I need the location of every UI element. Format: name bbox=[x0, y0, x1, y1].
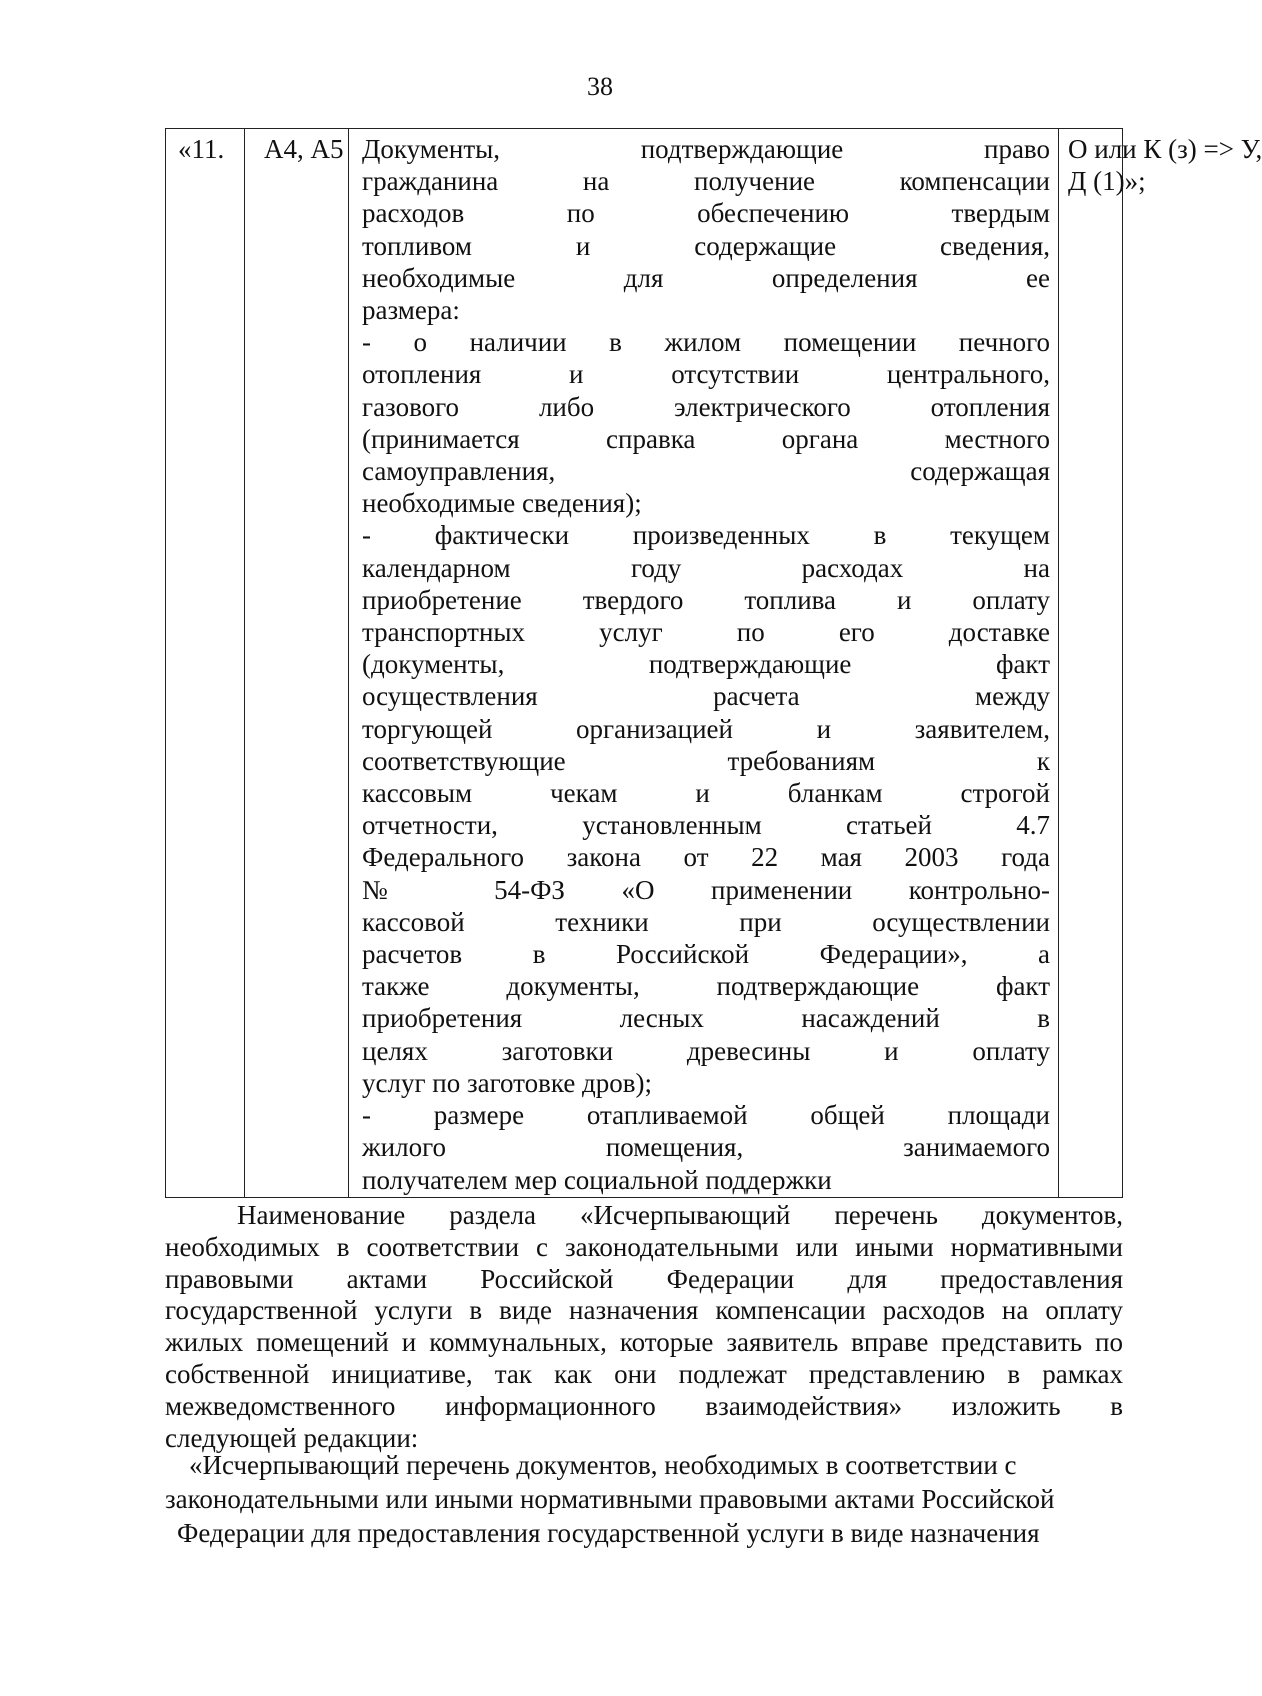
description-line: календарном году расходах на bbox=[362, 552, 1050, 583]
description-line: размера: bbox=[362, 295, 460, 326]
paragraph-line: правовыми актами Российской Федерации для предоставления bbox=[165, 1263, 1123, 1294]
description-line: кассовым чекам и бланкам строгой bbox=[362, 778, 1050, 809]
description-line: жилого помещения, занимаемого bbox=[362, 1132, 1050, 1163]
basis-line: О или К (з) => У, bbox=[1068, 134, 1262, 164]
description-line: гражданина на получение компенсации bbox=[362, 166, 1050, 197]
quote-line: законодательными или иными нормативными правовыми актами Российской bbox=[165, 1484, 1055, 1514]
paragraph-line: необходимых в соответствии с законодательными или иными нормативными bbox=[165, 1231, 1123, 1262]
page-number: 38 bbox=[587, 72, 613, 101]
description-line: расчетов в Российской Федерации», а bbox=[362, 939, 1050, 970]
documents-table bbox=[165, 128, 1262, 1198]
quoted-heading bbox=[165, 1448, 1123, 1550]
description-line: кассовой техники при осуществлении bbox=[362, 906, 1050, 937]
description-line: (принимается справка органа местного bbox=[362, 423, 1050, 454]
description-line: торгующей организацией и заявителем, bbox=[362, 713, 1050, 744]
column-divider bbox=[348, 129, 349, 1197]
description-line: услуг по заготовке дров); bbox=[362, 1067, 653, 1098]
basis-line: Д (1)»; bbox=[1068, 166, 1146, 197]
description-line: газового либо электрического отопления bbox=[362, 391, 1050, 422]
description-line: получателем мер социальной поддержки bbox=[362, 1164, 832, 1195]
description-line: транспортных услуг по его доставке bbox=[362, 617, 1050, 648]
description-line: необходимые для определения ее bbox=[362, 262, 1050, 293]
description-line: необходимые сведения); bbox=[362, 488, 642, 519]
description-line: - размере отапливаемой общей площади bbox=[362, 1100, 1050, 1131]
paragraph-line: межведомственного информационного взаимодействия» изложить в bbox=[165, 1390, 1123, 1421]
row-basis bbox=[1068, 133, 1262, 197]
column-divider bbox=[244, 129, 245, 1197]
description-line: № 54-ФЗ «О применении контрольно- bbox=[362, 874, 1050, 905]
description-line: соответствующие требованиям к bbox=[362, 745, 1050, 776]
row-number: «11. bbox=[178, 134, 225, 164]
description-line: целях заготовки древесины и оплату bbox=[362, 1035, 1050, 1066]
description-line: осуществления расчета между bbox=[362, 681, 1050, 712]
description-line: самоуправления, содержащая bbox=[362, 456, 1050, 487]
quote-line: Федерации для предоставления государственной услуги в виде назначения bbox=[177, 1518, 1040, 1548]
description-line: отчетности, установленным статьей 4.7 bbox=[362, 810, 1050, 841]
row-description bbox=[362, 133, 1050, 1196]
quote-line: «Исчерпывающий перечень документов, необходимых в соответствии с bbox=[189, 1450, 1017, 1480]
description-line: Документы, подтверждающие право bbox=[362, 134, 1050, 164]
description-line: отопления и отсутствии центрального, bbox=[362, 359, 1050, 390]
description-line: (документы, подтверждающие факт bbox=[362, 649, 1050, 680]
column-divider bbox=[1058, 129, 1059, 1197]
paragraph-line: государственной услуги в виде назначения компенсации расходов на оплату bbox=[165, 1295, 1123, 1326]
description-line: - фактически произведенных в текущем bbox=[362, 520, 1050, 551]
description-line: также документы, подтверждающие факт bbox=[362, 971, 1050, 1002]
row-codes: А4, А5 bbox=[264, 134, 344, 164]
description-line: топливом и содержащие сведения, bbox=[362, 230, 1050, 261]
paragraph-line: жилых помещений и коммунальных, которые заявитель вправе представить по bbox=[165, 1327, 1123, 1358]
description-line: приобретение твердого топлива и оплату bbox=[362, 584, 1050, 615]
body-paragraph bbox=[165, 1200, 1123, 1454]
description-line: расходов по обеспечению твердым bbox=[362, 198, 1050, 229]
description-line: приобретения лесных насаждений в bbox=[362, 1003, 1050, 1034]
paragraph-line: следующей редакции: bbox=[165, 1422, 419, 1453]
paragraph-line: Наименование раздела «Исчерпывающий перечень документов, bbox=[237, 1200, 1123, 1230]
description-line: - о наличии в жилом помещении печного bbox=[362, 327, 1050, 358]
paragraph-line: собственной инициативе, так как они подлежат представлению в рамках bbox=[165, 1358, 1123, 1389]
description-line: Федерального закона от 22 мая 2003 года bbox=[362, 842, 1050, 873]
